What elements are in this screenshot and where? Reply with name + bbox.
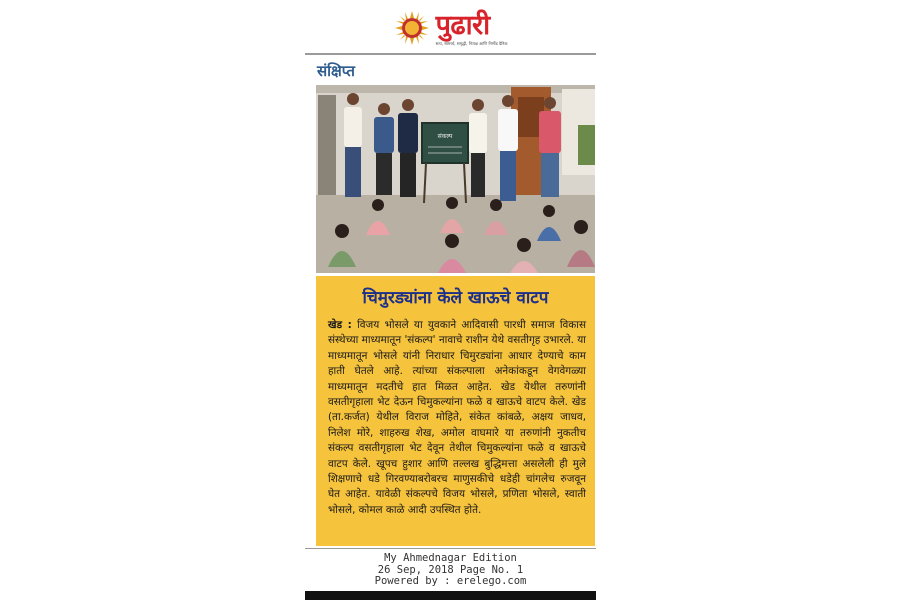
news-photo bbox=[316, 85, 595, 273]
standing-person bbox=[344, 93, 362, 197]
bottom-bar bbox=[305, 591, 596, 600]
masthead bbox=[305, 6, 596, 50]
standing-person bbox=[469, 99, 487, 197]
logo-text: पुढारी bbox=[435, 9, 490, 41]
article-headline: चिमुरड्यांना केले खाऊचे वाटप bbox=[362, 288, 549, 308]
logo-wordmark bbox=[436, 11, 508, 46]
article-body bbox=[328, 318, 586, 518]
logo-tagline: सत्य, सामर्थ्य, समृद्धी, निःपक्ष आणि निर्भीड दैनिक bbox=[435, 40, 508, 46]
top-divider bbox=[305, 53, 596, 55]
article-box bbox=[316, 276, 595, 546]
newspaper-clipping bbox=[305, 0, 596, 600]
standing-person bbox=[398, 99, 418, 197]
blackboard-text: संकल्प bbox=[437, 133, 453, 140]
edition-date-page: 26 Sep, 2018 Page No. 1 bbox=[377, 563, 524, 576]
sun-emblem-icon bbox=[394, 10, 430, 46]
article-dateline: खेड : bbox=[328, 319, 352, 331]
section-label: संक्षिप्त bbox=[317, 62, 355, 80]
powered-by: Powered by : erelego.com bbox=[374, 575, 527, 587]
article-body-text: विजय भोसले या युवकाने आदिवासी पारधी समाज विकास संस्थेच्या माध्यमातून 'संकल्प' नावाचे राशीन येथे वसतीगृह उभारले. या माध्यमातून भोसले यांनी निराधार चिमुरड्यांना आधार देण्याचे काम हाती घेतले आहे. त्यांच्या संकल्पाला अनेकांकडून वेगवेगळ्या माध्यमातून मदतीचे हात मिळत आहेत. खेड येथील तरुणांनी वसतीगृहाला भेट देऊन चिमुकल्यांना फळे व खाऊचे वाटप केले. खेड (ता.कर्जत) येथील विराज मोहिते, संकेत कांबळे, अक्षय जाधव, निलेश मोरे, शाहरुख शेख, अमोल वाघमारे या तरुणांनी नुकतीच संकल्प वसतीगृहाला भेट देवून तेथील चिमुकल्यांना फळे व खाऊचे वाटप केले. खूपच हुशार आणि तल्लख बुद्धिमत्ता असलेली ही मुले शिक्षणाचे धडे गिरवण्याबरोबरच माणुसकीचे धडेही चांगलेच रुजवून घेत आहेत. यावेळी संकल्पचे विजय भोसले, प्रणिता भोसले, स्वाती भोसले, कोमल काळे आदी उपस्थित होते. bbox=[328, 319, 586, 516]
edition-footer bbox=[305, 553, 596, 588]
standing-person bbox=[498, 95, 518, 201]
standing-person bbox=[539, 97, 561, 197]
edition-name: My Ahmednagar Edition bbox=[384, 552, 517, 564]
bottom-divider bbox=[305, 548, 596, 549]
